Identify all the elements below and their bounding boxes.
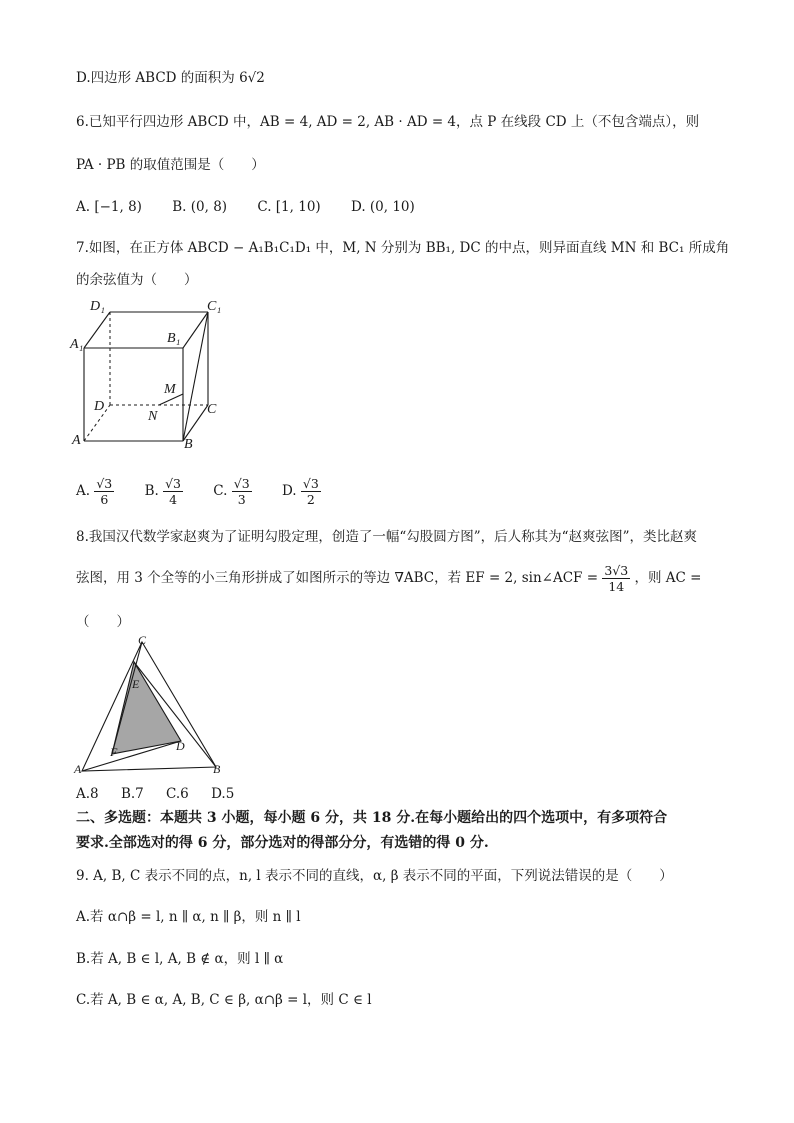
label-m: M (164, 382, 176, 397)
tri-label-c: C (138, 636, 147, 647)
tri-label-f: F (110, 745, 118, 759)
q8-option-a[interactable]: A.8 (76, 786, 99, 802)
q8-option-d[interactable]: D.5 (211, 786, 235, 802)
cube-figure (68, 296, 228, 456)
label-d1: D₁ (90, 299, 105, 314)
q7-option-a[interactable]: A. $\frac{√3}{6}$ (76, 475, 113, 507)
label-a1: A₁ (70, 337, 84, 352)
label-c1: C₁ (207, 299, 222, 314)
q9-option-a[interactable]: A.若 α∩β = l, n ∥ α, n ∥ β，则 n ∥ l (76, 909, 301, 925)
label-b: B (184, 437, 193, 452)
label-n: N (148, 409, 158, 424)
label-a: A (72, 433, 81, 448)
q7-stem: 7.如图，在正方体 ABCD − A₁B₁C₁D₁ 中，M, N 分别为 BB₁, DC 的中点，则异面直线 MN 和 BC₁ 所成角 (76, 240, 730, 256)
tri-label-e: E (132, 677, 140, 691)
q8-stem: 8.我国汉代数学家赵爽为了证明勾股定理，创造了一幅“勾股圆方图”，后人称其为“赵爽弦图”，类比赵爽 (76, 529, 697, 545)
tri-label-a: A (74, 762, 82, 776)
label-c: C (207, 402, 217, 417)
q6-stem: 6.已知平行四边形 ABCD 中，AB = 4, AD = 2, AB · AD = 4，点 P 在线段 CD 上（不包含端点），则 (76, 114, 700, 130)
q6-option-c[interactable]: C. [1, 10) (257, 199, 321, 215)
q8-fraction: $\frac{3√3}{14}$ (604, 563, 629, 594)
q8-options (76, 784, 260, 804)
q7-option-c[interactable]: C. $\frac{√3}{3}$ (213, 475, 250, 507)
q8-stem-cont: 弦图，用 3 个全等的小三角形拼成了如图所示的等边 ∇ABC，若 EF = 2, sin∠ACF = $\frac{3√3}{14}$ ，则 AC = (76, 563, 702, 594)
q7-option-b[interactable]: B. $\frac{√3}{4}$ (144, 475, 181, 507)
shaded-inner-triangle (112, 662, 181, 754)
q6-stem-cont: PA · PB 的取值范围是（ ） (76, 157, 265, 173)
q7-option-d[interactable]: D. $\frac{√3}{2}$ (281, 475, 319, 507)
label-b1: B₁ (167, 331, 181, 346)
tri-label-d: D (176, 739, 185, 753)
tri-label-b: B (213, 762, 221, 776)
q9-option-c[interactable]: C.若 A, B ∈ α, A, B, C ∈ β, α∩β = l，则 C ∈ l (76, 992, 372, 1008)
q7-options (76, 470, 347, 511)
q6-options (76, 197, 441, 217)
q6-option-b[interactable]: B. (0, 8) (172, 199, 228, 215)
q9-stem: 9. A, B, C 表示不同的点，n, l 表示不同的直线，α, β 表示不同的平面，下列说法错误的是（ ） (76, 868, 673, 884)
q8-option-c[interactable]: C.6 (166, 786, 189, 802)
q5-option-d: D.四边形 ABCD 的面积为 6√2 (76, 70, 265, 86)
q8-paren: （ ） (76, 614, 130, 630)
label-d: D (94, 399, 105, 414)
zhao-shuang-triangle-figure (68, 636, 228, 776)
q6-option-a[interactable]: A. [−1, 8) (76, 199, 142, 215)
q9-option-b[interactable]: B.若 A, B ∈ l, A, B ∉ α，则 l ∥ α (76, 951, 284, 967)
edge-a1d1 (84, 312, 110, 348)
section-two-heading: 二、多选题：本题共 3 小题，每小题 6 分，共 18 分.在每小题给出的四个选项中，有多项符合 (76, 810, 668, 826)
q8-option-b[interactable]: B.7 (120, 786, 144, 802)
segment-bc1 (183, 312, 208, 441)
q6-option-d[interactable]: D. (0, 10) (350, 199, 415, 215)
q7-stem-cont: 的余弦值为（ ） (76, 272, 198, 288)
section-two-heading-cont: 要求.全部选对的得 6 分，部分选对的得部分分，有选错的得 0 分. (76, 835, 489, 851)
